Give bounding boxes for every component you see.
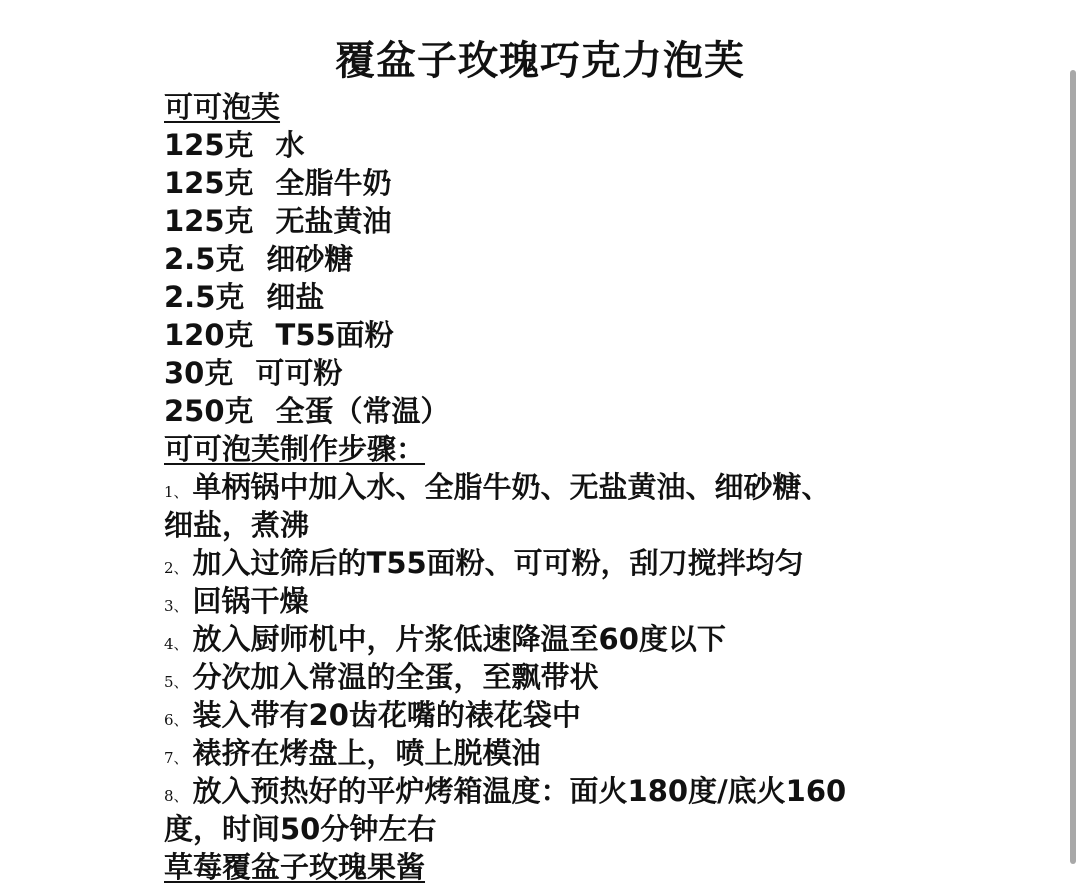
ingredient-name: 可可粉	[255, 356, 343, 390]
step-number: 2、	[164, 559, 189, 577]
step-text: 单柄锅中加入水、全脂牛奶、无盐黄油、细砂糖、	[192, 470, 831, 504]
section-heading-steps	[164, 430, 944, 468]
ingredient-row	[164, 354, 944, 392]
step-row	[164, 620, 944, 658]
step-number: 8、	[164, 787, 189, 805]
step-text: 裱挤在烤盘上，喷上脱模油	[192, 736, 541, 770]
ingredient-qty: 30克	[164, 356, 234, 390]
ingredient-name: 全脂牛奶	[275, 166, 392, 200]
step-text: 放入厨师机中，片浆低速降温至60度以下	[192, 622, 726, 656]
scrollbar-thumb[interactable]	[1070, 70, 1076, 864]
step-number: 3、	[164, 597, 189, 615]
step-text: 放入预热好的平炉烤箱温度：面火180度/底火160	[192, 774, 847, 808]
step-row	[164, 696, 944, 734]
ingredient-row	[164, 278, 944, 316]
ingredient-name: T55面粉	[275, 318, 394, 352]
step-row	[164, 582, 944, 620]
section-heading-choux	[164, 88, 944, 126]
ingredient-row	[164, 126, 944, 164]
step-row	[164, 658, 944, 696]
step-text: 分次加入常温的全蛋，至飘带状	[192, 660, 599, 694]
step-number: 7、	[164, 749, 189, 767]
step-continuation: 细盐，煮沸	[164, 508, 310, 542]
step-number: 1、	[164, 483, 189, 501]
section-heading-jam	[164, 848, 944, 884]
ingredient-qty: 2.5克	[164, 242, 245, 276]
ingredient-row	[164, 240, 944, 278]
ingredient-name: 无盐黄油	[275, 204, 392, 238]
step-row	[164, 468, 944, 506]
step-text: 装入带有20齿花嘴的裱花袋中	[192, 698, 581, 732]
ingredient-qty: 125克	[164, 128, 254, 162]
ingredient-name: 全蛋（常温）	[275, 394, 450, 428]
ingredient-qty: 125克	[164, 166, 254, 200]
step-continuation: 度，时间50分钟左右	[164, 812, 437, 846]
ingredient-row	[164, 392, 944, 430]
step-row	[164, 544, 944, 582]
ingredient-row	[164, 202, 944, 240]
ingredient-name: 水	[275, 128, 305, 162]
step-row	[164, 734, 944, 772]
step-text: 回锅干燥	[192, 584, 309, 618]
recipe-content	[164, 88, 944, 884]
section-heading-label: 可可泡芙制作步骤：	[164, 432, 426, 466]
ingredient-qty: 250克	[164, 394, 254, 428]
ingredient-qty: 2.5克	[164, 280, 245, 314]
ingredient-row	[164, 316, 944, 354]
step-text: 加入过筛后的T55面粉、可可粉，刮刀搅拌均匀	[192, 546, 804, 580]
ingredient-name: 细盐	[266, 280, 325, 314]
page-title: 覆盆子玫瑰巧克力泡芙	[335, 38, 745, 84]
section-heading-label: 草莓覆盆子玫瑰果酱	[164, 850, 426, 884]
ingredient-row	[164, 164, 944, 202]
step-number: 6、	[164, 711, 189, 729]
step-number: 5、	[164, 673, 189, 691]
ingredient-qty: 125克	[164, 204, 254, 238]
ingredient-name: 细砂糖	[266, 242, 354, 276]
step-number: 4、	[164, 635, 189, 653]
section-heading-label: 可可泡芙	[164, 90, 281, 124]
ingredient-qty: 120克	[164, 318, 254, 352]
step-row	[164, 772, 944, 810]
